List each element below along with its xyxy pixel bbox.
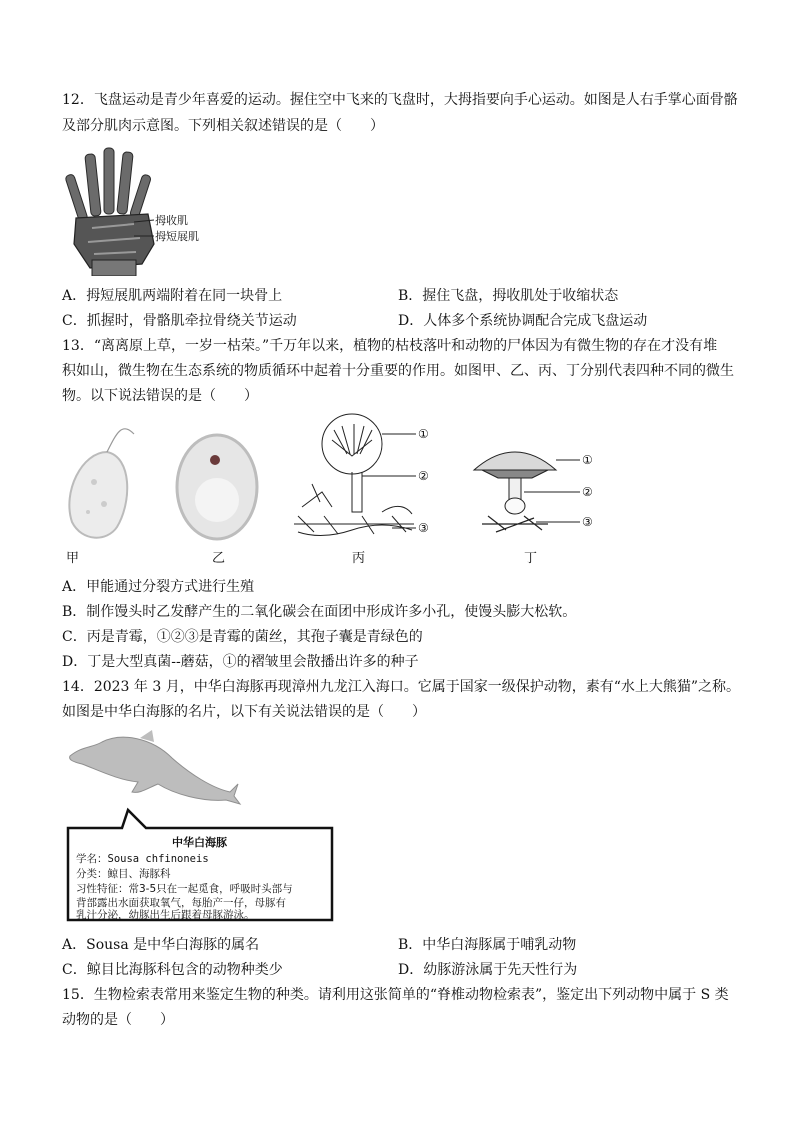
q14-option-a: A．Sousa 是中华白海豚的属名 <box>62 937 260 953</box>
card-habit-line2: 背部露出水面获取氧气，每胎产一仔，母豚有 <box>76 897 286 909</box>
card-title: 中华白海豚 <box>172 836 227 849</box>
q12-option-d: D．人体多个系统协调配合完成飞盘运动 <box>398 313 648 329</box>
q12-stem-line2: 及部分肌肉示意图。下列相关叙述错误的是（ ） <box>62 118 384 134</box>
q14-option-c: C．鲸目比海豚科包含的动物种类少 <box>62 962 283 978</box>
q12-option-b: B．握住飞盘，拇收肌处于收缩状态 <box>398 288 619 304</box>
mush-marker-3: ③ <box>582 515 593 529</box>
q12-option-c: C．抓握时，骨骼肌牵拉骨绕关节运动 <box>62 313 297 329</box>
mush-marker-2: ② <box>582 485 593 499</box>
mushroom-drawing <box>474 452 580 532</box>
penicillium-drawing <box>294 414 416 536</box>
card-habit-line3: 乳汁分泌，幼豚出生后跟着母豚游泳。 <box>76 909 255 921</box>
q15-stem-line1: 15．生物检索表常用来鉴定生物的种类。请利用这张简单的“脊椎动物检索表”，鉴定出下列动物中属于 S 类 <box>62 987 729 1003</box>
q13-stem-line1: 13．“离离原上草，一岁一枯荣。”千万年以来，植物的枯枝落叶和动物的尸体因为有微生物的存在才没有堆 <box>62 338 718 354</box>
pen-marker-3: ③ <box>418 521 429 535</box>
label-abductor: 拇短展肌 <box>155 230 199 243</box>
dolphin-drawing <box>70 737 240 804</box>
q14-stem-line1: 14．2023 年 3 月，中华白海豚再现漳州九龙江入海口。它属于国家一级保护动物，素有“水上大熊猫”之称。 <box>62 679 741 695</box>
q14-stem-line2: 如图是中华白海豚的名片，以下有关说法错误的是（ ） <box>62 704 426 720</box>
dolphin-card-figure <box>62 728 342 924</box>
caption-ding: 丁 <box>524 551 538 566</box>
bacterium-drawing <box>69 429 134 538</box>
microorganisms-figure <box>62 412 622 572</box>
q12-option-a: A．拇短展肌两端附着在同一块骨上 <box>62 288 283 304</box>
q14-option-d: D．幼豚游泳属于先天性行为 <box>398 962 578 978</box>
q12-stem-line1: 12．飞盘运动是青少年喜爱的运动。握住空中飞来的飞盘时，大拇指要向手心运动。如图是人右手掌心面骨骼 <box>62 92 738 108</box>
caption-bing: 丙 <box>352 551 366 566</box>
card-habit-line1: 习性特征：常3-5只在一起觅食，呼吸时头部与 <box>76 883 293 895</box>
q13-stem-line2: 积如山，微生物在生态系统的物质循环中起着十分重要的作用。如图甲、乙、丙、丁分别代表四种不同的微生 <box>62 363 734 379</box>
q13-option-c: C．丙是青霉，①②③是青霉的菌丝，其孢子囊是青绿色的 <box>62 629 423 645</box>
q13-option-b: B．制作馒头时乙发酵产生的二氧化碳会在面团中形成许多小孔，使馒头膨大松软。 <box>62 604 577 620</box>
label-adductor: 拇收肌 <box>155 214 188 227</box>
hand-skeleton-figure <box>62 144 222 276</box>
q15-stem-line2: 动物的是（ ） <box>62 1012 174 1028</box>
pen-marker-1: ① <box>418 427 429 441</box>
q14-option-b: B．中华白海豚属于哺乳动物 <box>398 937 577 953</box>
caption-yi: 乙 <box>212 551 226 566</box>
card-classification: 分类：鲸目、海豚科 <box>76 868 171 880</box>
card-scientific-name: 学名：Sousa chfinoneis <box>76 853 209 865</box>
q13-option-a: A．甲能通过分裂方式进行生殖 <box>62 579 255 595</box>
yeast-drawing <box>177 435 257 539</box>
mush-marker-1: ① <box>582 453 593 467</box>
q13-stem-line3: 物。以下说法错误的是（ ） <box>62 388 258 404</box>
q13-option-d: D．丁是大型真菌--蘑菇，①的褶皱里会散播出许多的种子 <box>62 654 419 670</box>
caption-jia: 甲 <box>66 551 80 566</box>
pen-marker-2: ② <box>418 469 429 483</box>
